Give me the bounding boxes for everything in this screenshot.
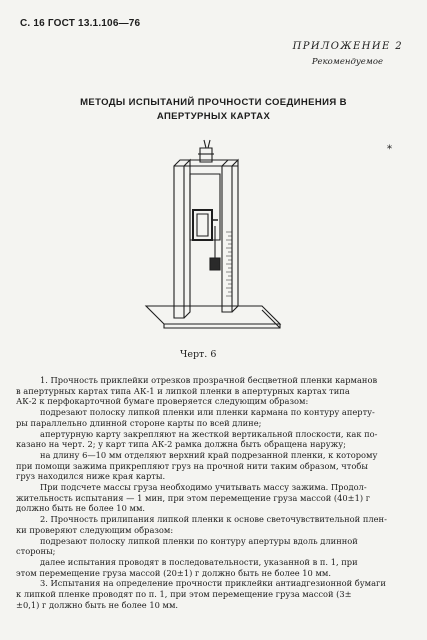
apparatus-left-column	[174, 166, 184, 318]
body-line: к липкой пленке проводят по п. 1, при этом перемещение груза массой (3±	[16, 589, 352, 600]
body-line: подрезают полоску липкой пленки по контуру апертуры вдоль длинной	[40, 535, 358, 546]
body-line: при помощи зажима прикрепляют груз на прочной нити таким образом, чтобы	[16, 460, 368, 471]
body-line: казано на черт. 2; у карт типа АК-2 рамка должна быть обращена наружу;	[16, 439, 346, 450]
body-line: этом перемещение груза массой (20±1) г должно быть не более 10 мм.	[16, 567, 332, 578]
apparatus-base	[146, 306, 280, 324]
body-line: должно быть не более 10 мм.	[16, 503, 146, 514]
appendix-status: Рекомендуемое	[311, 57, 383, 67]
body-line: в апертурных картах типа АК-1 и липкой пленки в апертурных картах типа	[16, 385, 350, 396]
measuring-scale	[226, 232, 232, 296]
body-line: ±0,1) г должно быть не более 10 мм.	[16, 599, 179, 610]
body-text	[16, 375, 411, 610]
body-line: При подсчете массы груза необходимо учитывать массу зажима. Продол-	[40, 482, 367, 493]
body-line: далее испытания проводят в последовательности, указанной в п. 1, при	[40, 556, 358, 567]
test-weight	[210, 258, 220, 270]
body-line: ры параллельно длинной стороне карты по всей длине;	[16, 417, 262, 428]
test-apparatus-drawing	[140, 136, 290, 336]
body-line: подрезают полоску липкой пленки или пленки кармана по контуру аперту-	[40, 407, 375, 418]
body-line: 3. Испытания на определение прочности приклейки антиадгезионной бумаги	[40, 578, 386, 589]
body-line: на длину 6—10 мм отделяют верхний край подрезанной пленки, к которому	[40, 449, 378, 460]
appendix-label: ПРИЛОЖЕНИЕ 2	[292, 41, 403, 52]
body-line: 1. Прочность приклейки отрезков прозрачной бесцветной пленки карманов	[40, 375, 378, 385]
apparatus-right-column	[222, 166, 232, 312]
body-line: АК-2 к перфокарточной бумаге проверяется следующим образом:	[16, 396, 309, 407]
body-line: ки проверяют следующим образом:	[16, 524, 174, 535]
figure-caption: Черт. 6	[180, 349, 217, 360]
body-line: стороны;	[16, 546, 56, 557]
body-line: 2. Прочность прилипания липкой пленки к основе светочувствительной плен-	[40, 514, 387, 525]
page-header: С. 16 ГОСТ 13.1.106—76	[20, 18, 141, 29]
body-line: груз находился ниже края карты.	[16, 471, 166, 482]
body-line: жительность испытания — 1 мин, при этом перемещение груза массой (40±1) г	[16, 492, 371, 503]
apparatus-crossbar	[174, 160, 238, 166]
section-title-line-2: АПЕРТУРНЫХ КАРТАХ	[156, 111, 271, 122]
margin-mark: *	[387, 144, 392, 155]
section-title-line-1: МЕТОДЫ ИСПЫТАНИЙ ПРОЧНОСТИ СОЕДИНЕНИЯ В	[80, 97, 347, 108]
body-line: апертурную карту закрепляют на жесткой вертикальной плоскости, как по-	[40, 428, 378, 439]
